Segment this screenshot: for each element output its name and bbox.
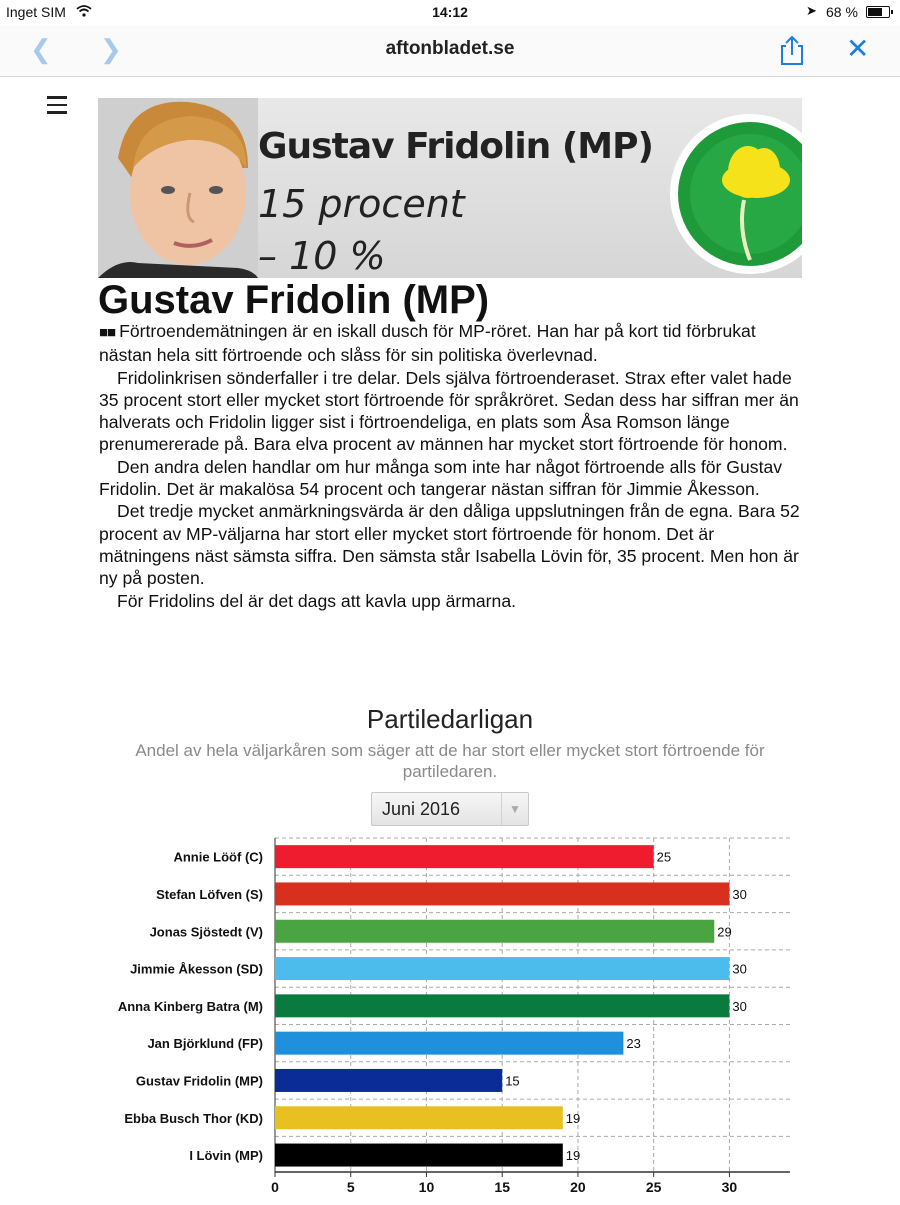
bar — [275, 920, 714, 943]
chart-title: Partiledarligan — [366, 704, 534, 734]
portrait-photo — [98, 98, 258, 278]
period-select[interactable] — [371, 792, 529, 826]
article-paragraph: Den andra delen handlar om hur många som inte har något förtroende alls för Gustav Fridolin. Det är makalösa 54 procent och tangerar nästan siffran för Jimmie Åkesson. — [99, 456, 783, 500]
article-paragraph: Det tredje mycket anmärkningsvärda är den dåliga uppslutningen från de egna. Bara 52 procent av MP-väljarna har stort eller mycket stort förtroende för honom. Det är mätningens näst sämsta siffra. Den sämsta står Isabella Lövin för, 35 procent. Men hon är ny på posten. — [99, 501, 800, 589]
hero-image — [98, 98, 802, 278]
battery-icon — [866, 6, 890, 18]
data-label: 15 — [505, 1073, 520, 1089]
x-tick-label: 5 — [346, 1179, 355, 1195]
hero-change: – 10 % — [258, 234, 386, 278]
browser-nav-bar — [0, 26, 900, 77]
category-label: Stefan Löfven (S) — [156, 886, 263, 902]
category-label: I Lövin (MP) — [189, 1148, 263, 1164]
article-headline: Gustav Fridolin (MP) — [98, 278, 490, 322]
data-label: 30 — [732, 961, 747, 977]
x-tick-label: 20 — [570, 1179, 586, 1195]
category-label: Annie Lööf (C) — [173, 849, 263, 865]
x-tick-label: 25 — [645, 1179, 662, 1195]
data-label: 23 — [626, 1036, 641, 1052]
bar — [275, 882, 729, 905]
data-label: 30 — [732, 886, 747, 902]
bar — [275, 957, 729, 980]
location-arrow-icon: ➤ — [806, 3, 817, 18]
bar — [275, 1032, 623, 1055]
clock: 14:12 — [432, 4, 468, 20]
chevron-down-icon[interactable]: ▼ — [501, 793, 528, 825]
lead-marker: ■■ — [99, 324, 116, 341]
bar — [275, 1069, 502, 1092]
bar-chart — [98, 832, 802, 1200]
x-tick-label: 10 — [418, 1179, 435, 1195]
article-body — [99, 320, 809, 612]
hero-name: Gustav Fridolin (MP) — [258, 126, 653, 167]
article-paragraph: Fridolinkrisen sönderfaller i tre delar. Dels själva förtroenderaset. Strax efter valet hade 35 procent stort eller mycket stort förtroende för språkröret. Sedan dess har siffran mer än halverats och Fridolin ligger sist i förtroendeliga, en plats som Åsa Romson länge prenumererade på. Bara elva procent av männen har mycket stort förtroende för honom. — [99, 367, 799, 455]
hero-percent: 15 procent — [258, 182, 465, 226]
category-label: Gustav Fridolin (MP) — [135, 1073, 263, 1089]
bar-chart-svg — [98, 832, 802, 1200]
close-icon[interactable]: ✕ — [846, 33, 870, 64]
data-label: 19 — [565, 1110, 581, 1126]
chart-subtitle: Andel av hela väljarkåren som säger att de har stort eller mycket stort förtroende för partiledaren. — [135, 741, 765, 781]
carrier-label: Inget SIM — [6, 4, 66, 20]
back-chevron-icon[interactable]: ❮ — [30, 34, 52, 64]
data-label: 19 — [565, 1148, 581, 1164]
menu-icon[interactable] — [47, 96, 67, 114]
x-tick-label: 30 — [721, 1179, 738, 1195]
category-label: Jonas Sjöstedt (V) — [149, 924, 263, 940]
battery-percent: 68 % — [826, 4, 858, 20]
period-select-value: Juni 2016 — [382, 799, 461, 819]
data-label: 30 — [732, 998, 747, 1014]
bar — [275, 845, 654, 868]
bar — [275, 1106, 563, 1129]
article-paragraph — [99, 320, 809, 367]
address-label[interactable]: aftonbladet.se — [385, 38, 515, 59]
category-label: Jimmie Åkesson (SD) — [130, 961, 263, 977]
forward-chevron-icon[interactable]: ❯ — [100, 34, 122, 64]
category-label: Anna Kinberg Batra (M) — [117, 998, 263, 1014]
share-icon[interactable] — [778, 34, 806, 66]
x-tick-label: 0 — [271, 1179, 279, 1195]
article-paragraph: För Fridolins del är det dags att kavla upp ärmarna. — [117, 590, 516, 611]
party-logo-dandelion-icon — [664, 110, 802, 278]
category-label: Jan Björklund (FP) — [147, 1036, 263, 1052]
bar — [275, 1144, 563, 1167]
bar — [275, 994, 729, 1017]
x-tick-label: 15 — [494, 1179, 510, 1195]
data-label: 29 — [717, 924, 732, 940]
data-label: 25 — [656, 849, 672, 865]
status-bar — [0, 0, 900, 26]
category-label: Ebba Busch Thor (KD) — [124, 1110, 263, 1126]
paragraph-text: Förtroendemätningen är en iskall dusch för MP-röret. Han har på kort tid förbrukat nästan hela sitt förtroende och slåss för sin politiska överlevnad. — [99, 321, 756, 366]
